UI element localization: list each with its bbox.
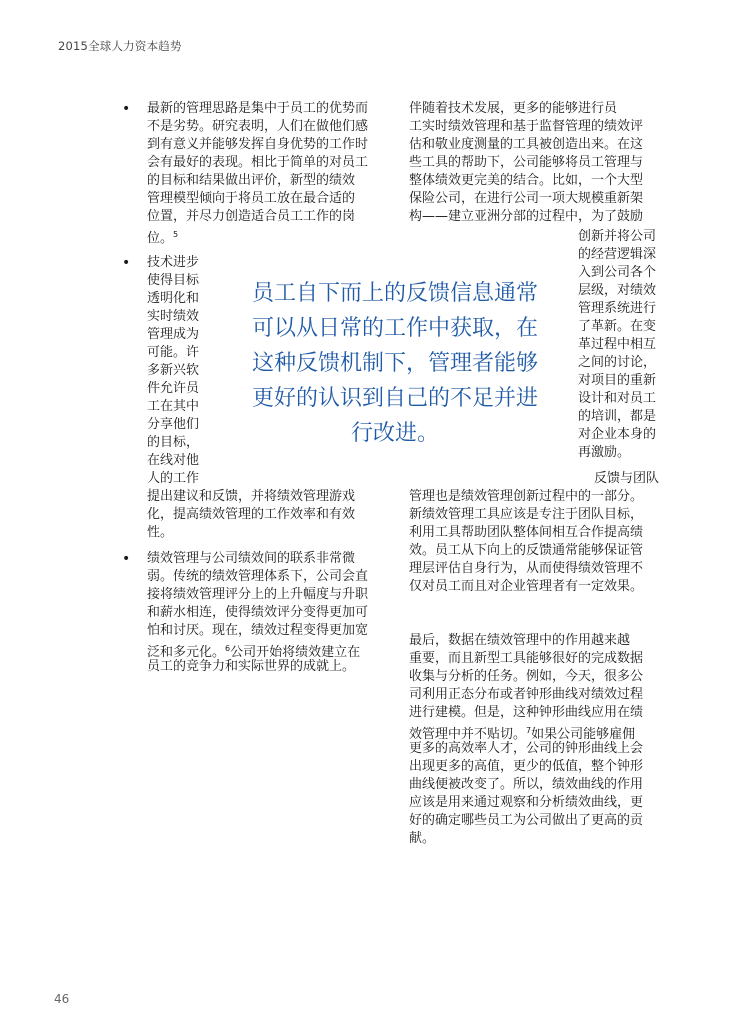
text-line: 进行建模。但是，这种钟形曲线应用在绩 xyxy=(409,705,644,720)
text-line: 会有最好的表现。相比于简单的对员工 xyxy=(147,155,369,170)
bullet-3-line-6: 泛和多元化。$^6$公司开始将绩效建立在 xyxy=(147,644,361,660)
text-line: 伴随着技术发展，更多的能够进行员 xyxy=(409,101,618,116)
text-line: 理层评估自身行为，从而使得绩效管理不 xyxy=(409,561,644,576)
pull-quote-line: 可以从日常的工作中获取，在 xyxy=(251,316,538,341)
text-line: 设计和对员工 xyxy=(578,391,657,406)
bullet-marker: • xyxy=(122,551,131,567)
bullet-1-last-line: 位。$^5$ xyxy=(147,230,179,246)
text-line: 人的工作 xyxy=(147,471,200,486)
bullet-marker: • xyxy=(122,101,131,117)
text-line: 技术进步 xyxy=(147,255,200,270)
text-line: 绩效管理与公司绩效间的联系非常微 xyxy=(147,551,356,566)
text-line: 管理也是绩效管理创新过程中的一部分。 xyxy=(409,489,644,504)
text-line: 弱。传统的绩效管理体系下，公司会直 xyxy=(147,569,369,584)
bullet-marker: • xyxy=(122,255,131,271)
text-line: 提出建议和反馈，并将绩效管理游戏 xyxy=(147,489,356,504)
pull-quote-line: 这种反馈机制下，管理者能够 xyxy=(251,351,538,376)
text-line: 分享他们 xyxy=(147,417,200,432)
text-line: 新绩效管理工具应该是专注于团队目标， xyxy=(409,507,644,522)
text-line: 性。 xyxy=(147,525,174,540)
text-line: 重要，而且新型工具能够很好的完成数据 xyxy=(409,651,644,666)
pull-quote-line: 更好的认识到自己的不足并进 xyxy=(251,386,538,411)
text-line: 件允许员 xyxy=(147,381,200,396)
text-line: 仅对员工而且对企业管理者有一定效果。 xyxy=(409,579,644,594)
text-line: 的目标， xyxy=(147,435,200,450)
text-line: 管理模型倾向于将员工放在最合适的 xyxy=(147,191,356,206)
text-line: 的培训，都是 xyxy=(578,409,657,424)
text-line: 估和敬业度测量的工具被创造出来。在这 xyxy=(409,137,644,152)
text-line: 利用工具帮助团队整体间相互合作提高绩 xyxy=(409,525,644,540)
text-line: 使得目标 xyxy=(147,273,200,288)
text-line: 对企业本身的 xyxy=(578,427,657,442)
text-line: 管理系统进行 xyxy=(578,301,657,316)
text-line: 在线对他 xyxy=(147,453,200,468)
pull-quote-line: 员工自下而上的反馈信息通常 xyxy=(251,281,538,306)
footnote-ref-5[interactable]: 5 xyxy=(173,230,179,239)
pull-quote-line: 行改进。 xyxy=(350,421,439,446)
text-line: 整体绩效更完美的结合。比如，一个大型 xyxy=(409,173,644,188)
page-number: 46 xyxy=(54,992,70,1006)
text-line: 入到公司各个 xyxy=(578,265,657,280)
text-line: 更多的高效率人才，公司的钟形曲线上会 xyxy=(409,741,644,756)
text-line: 构——建立亚洲分部的过程中，为了鼓励 xyxy=(409,209,644,224)
text-line: 位置，并尽力创造适合员工工作的岗 xyxy=(147,209,356,224)
para-3-line-6: 效管理中并不贴切。$^7$如果公司能够雇佣 xyxy=(409,726,636,742)
text-line: 透明化和 xyxy=(147,291,200,306)
text-line: 对项目的重新 xyxy=(578,373,657,388)
text-line: 保险公司，在进行公司一项大规模重新架 xyxy=(409,191,644,206)
text-line: 不是劣势。研究表明，人们在做他们感 xyxy=(147,119,369,134)
text-line: 管理成为 xyxy=(147,327,200,342)
text-line: 创新并将公司 xyxy=(578,229,657,244)
text-line: 和薪水相连，使得绩效评分变得更加可 xyxy=(147,605,369,620)
text-line: 献。 xyxy=(409,831,436,846)
text-line: 的目标和结果做出评价，新型的绩效 xyxy=(147,173,356,188)
text-line: 些工具的帮助下，公司能够将员工管理与 xyxy=(409,155,644,170)
text-line: 工实时绩效管理和基于监督管理的绩效评 xyxy=(409,119,644,134)
text-line: 再激励。 xyxy=(578,445,631,460)
text-line: 好的确定哪些员工为公司做出了更高的贡 xyxy=(409,813,644,828)
text-line: 可能。许 xyxy=(147,345,200,360)
text-line: 工在其中 xyxy=(147,399,200,414)
text-line: 层级，对绩效 xyxy=(578,283,657,298)
text-line: 多新兴软 xyxy=(147,363,200,378)
text-line: 曲线便被改变了。所以，绩效曲线的作用 xyxy=(409,777,644,792)
text-line: 怕和讨厌。现在，绩效过程变得更加宽 xyxy=(147,623,369,638)
text-line: 实时绩效 xyxy=(147,309,200,324)
text-line: 效。员工从下向上的反馈通常能够保证管 xyxy=(409,543,644,558)
text-line: 最新的管理思路是集中于员工的优势而 xyxy=(147,101,369,116)
pull-quote xyxy=(238,276,552,451)
bullet-3-line-7: 员工的竞争力和实际世界的成就上。 xyxy=(147,659,356,674)
footnote-ref-7[interactable]: 7 xyxy=(526,726,532,735)
text-line: 到有意义并能够发挥自身优势的工作时 xyxy=(147,137,369,152)
text-line: 之间的讨论， xyxy=(578,355,657,370)
text-line: 革过程中相互 xyxy=(578,337,657,352)
text-line: 司利用正态分布或者钟形曲线对绩效过程 xyxy=(409,687,644,702)
text-line: 化，提高绩效管理的工作效率和有效 xyxy=(147,507,356,522)
text-line: 的经营逻辑深 xyxy=(578,247,657,262)
running-header: 2015全球人力资本趋势 xyxy=(58,39,182,53)
text-line: 应该是用来通过观察和分析绩效曲线，更 xyxy=(409,795,644,810)
text-line: 最后，数据在绩效管理中的作用越来越 xyxy=(409,633,631,648)
text-line: 反馈与团队 xyxy=(594,471,660,486)
text-line: 出现更多的高值，更少的低值，整个钟形 xyxy=(409,759,644,774)
footnote-ref-6[interactable]: 6 xyxy=(225,644,231,653)
text-line: 收集与分析的任务。例如，今天，很多公 xyxy=(409,669,644,684)
text-line: 接将绩效管理评分上的上升幅度与升职 xyxy=(147,587,369,602)
text-line: 了革新。在变 xyxy=(578,319,657,334)
